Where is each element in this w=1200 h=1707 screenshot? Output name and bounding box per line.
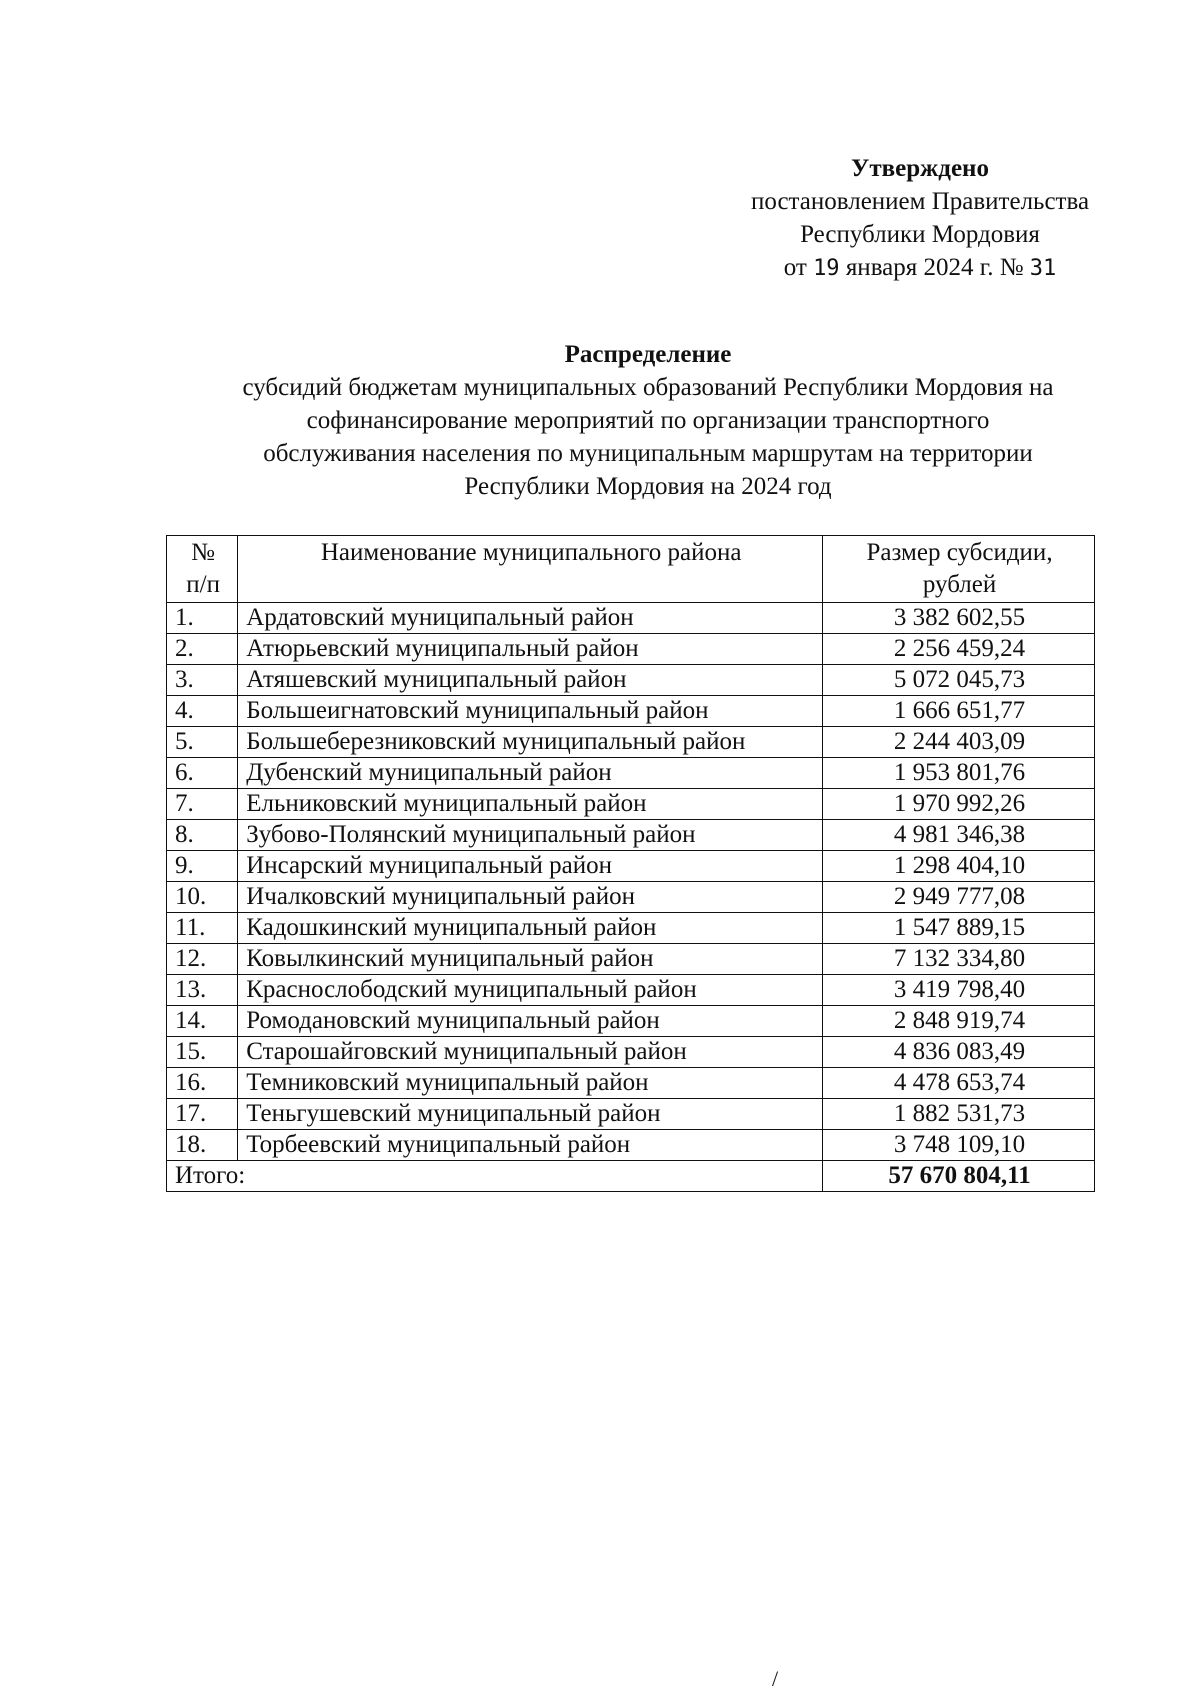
subsidy-table [166,535,1095,1192]
row-num: 3. [167,665,238,696]
row-name: Кадошкинский муниципальный район [238,913,823,944]
row-name: Большеберезниковский муниципальный район [238,727,823,758]
header-num [167,536,238,603]
row-amount: 1 298 404,10 [823,851,1095,882]
row-num: 10. [167,882,238,913]
row-amount: 4 836 083,49 [823,1037,1095,1068]
row-num: 4. [167,696,238,727]
approval-day: 19 [813,256,840,281]
row-name: Дубенский муниципальный район [238,758,823,789]
row-amount: 2 848 919,74 [823,1006,1095,1037]
row-amount: 1 970 992,26 [823,789,1095,820]
row-name: Краснослободский муниципальный район [238,975,823,1006]
row-name: Атюрьевский муниципальный район [238,634,823,665]
row-num: 9. [167,851,238,882]
row-name: Зубово-Полянский муниципальный район [238,820,823,851]
row-num: 13. [167,975,238,1006]
table-row [167,665,1095,696]
row-num: 2. [167,634,238,665]
row-amount: 1 953 801,76 [823,758,1095,789]
approval-heading: Утверждено [851,155,989,182]
table-row [167,913,1095,944]
approval-line-2: Республики Мордовия [800,221,1040,248]
header-num-line-1: № [191,539,216,566]
title-line-4: Республики Мордовия на 2024 год [464,473,832,500]
approval-date-line [700,251,1140,285]
title-line-3: обслуживания населения по муниципальным маршрутам на территории [263,440,1033,467]
table-row [167,727,1095,758]
table-row [167,944,1095,975]
table-row [167,696,1095,727]
row-num: 11. [167,913,238,944]
table-row [167,820,1095,851]
header-amount-line-2: рублей [922,571,997,598]
row-num: 14. [167,1006,238,1037]
row-name: Большеигнатовский муниципальный район [238,696,823,727]
title-line-2: софинансирование мероприятий по организации транспортного [306,407,990,434]
table-header-row [167,536,1095,603]
total-label: Итого: [167,1161,823,1192]
table-row [167,882,1095,913]
header-amount-line-1: Размер субсидии, [866,539,1053,566]
header-num-line-2: п/п [186,571,220,598]
approval-line-1: постановлением Правительства [750,188,1090,215]
total-amount: 57 670 804,11 [823,1161,1095,1192]
row-num: 18. [167,1130,238,1161]
table-row [167,1068,1095,1099]
header-name: Наименование муниципального района [238,536,823,603]
row-num: 17. [167,1099,238,1130]
approval-block [700,152,1140,285]
row-amount: 4 981 346,38 [823,820,1095,851]
row-amount: 1 882 531,73 [823,1099,1095,1130]
row-num: 8. [167,820,238,851]
header-amount [823,536,1095,603]
table-row [167,758,1095,789]
row-name: Ичалковский муниципальный район [238,882,823,913]
row-num: 6. [167,758,238,789]
row-amount: 1 547 889,15 [823,913,1095,944]
document-title [150,338,1146,503]
table-row [167,851,1095,882]
table-row [167,1037,1095,1068]
table-row [167,603,1095,634]
table-row [167,1099,1095,1130]
row-amount: 3 419 798,40 [823,975,1095,1006]
approval-prefix: от [783,254,807,281]
row-amount: 1 666 651,77 [823,696,1095,727]
row-name: Ельниковский муниципальный район [238,789,823,820]
row-name: Ардатовский муниципальный район [238,603,823,634]
row-amount: 4 478 653,74 [823,1068,1095,1099]
row-name: Торбеевский муниципальный район [238,1130,823,1161]
row-name: Инсарский муниципальный район [238,851,823,882]
row-num: 5. [167,727,238,758]
table-row [167,789,1095,820]
footer-mark: / [772,1666,779,1691]
row-name: Атяшевский муниципальный район [238,665,823,696]
row-num: 1. [167,603,238,634]
total-row [167,1161,1095,1192]
approval-month-year: января 2024 г. № [845,254,1024,281]
row-amount: 5 072 045,73 [823,665,1095,696]
row-amount: 3 382 602,55 [823,603,1095,634]
table-row [167,975,1095,1006]
row-name: Ромодановский муниципальный район [238,1006,823,1037]
title-line-1: субсидий бюджетам муниципальных образований Республики Мордовия на [242,374,1054,401]
title-heading: Распределение [564,341,732,368]
row-num: 15. [167,1037,238,1068]
row-num: 16. [167,1068,238,1099]
table-row [167,1130,1095,1161]
row-name: Теньгушевский муниципальный район [238,1099,823,1130]
row-amount: 7 132 334,80 [823,944,1095,975]
row-name: Ковылкинский муниципальный район [238,944,823,975]
approval-number: 31 [1029,256,1057,281]
row-amount: 3 748 109,10 [823,1130,1095,1161]
table-row [167,634,1095,665]
row-amount: 2 256 459,24 [823,634,1095,665]
row-amount: 2 244 403,09 [823,727,1095,758]
table-row [167,1006,1095,1037]
row-num: 7. [167,789,238,820]
row-amount: 2 949 777,08 [823,882,1095,913]
row-name: Старошайговский муниципальный район [238,1037,823,1068]
row-num: 12. [167,944,238,975]
row-name: Темниковский муниципальный район [238,1068,823,1099]
